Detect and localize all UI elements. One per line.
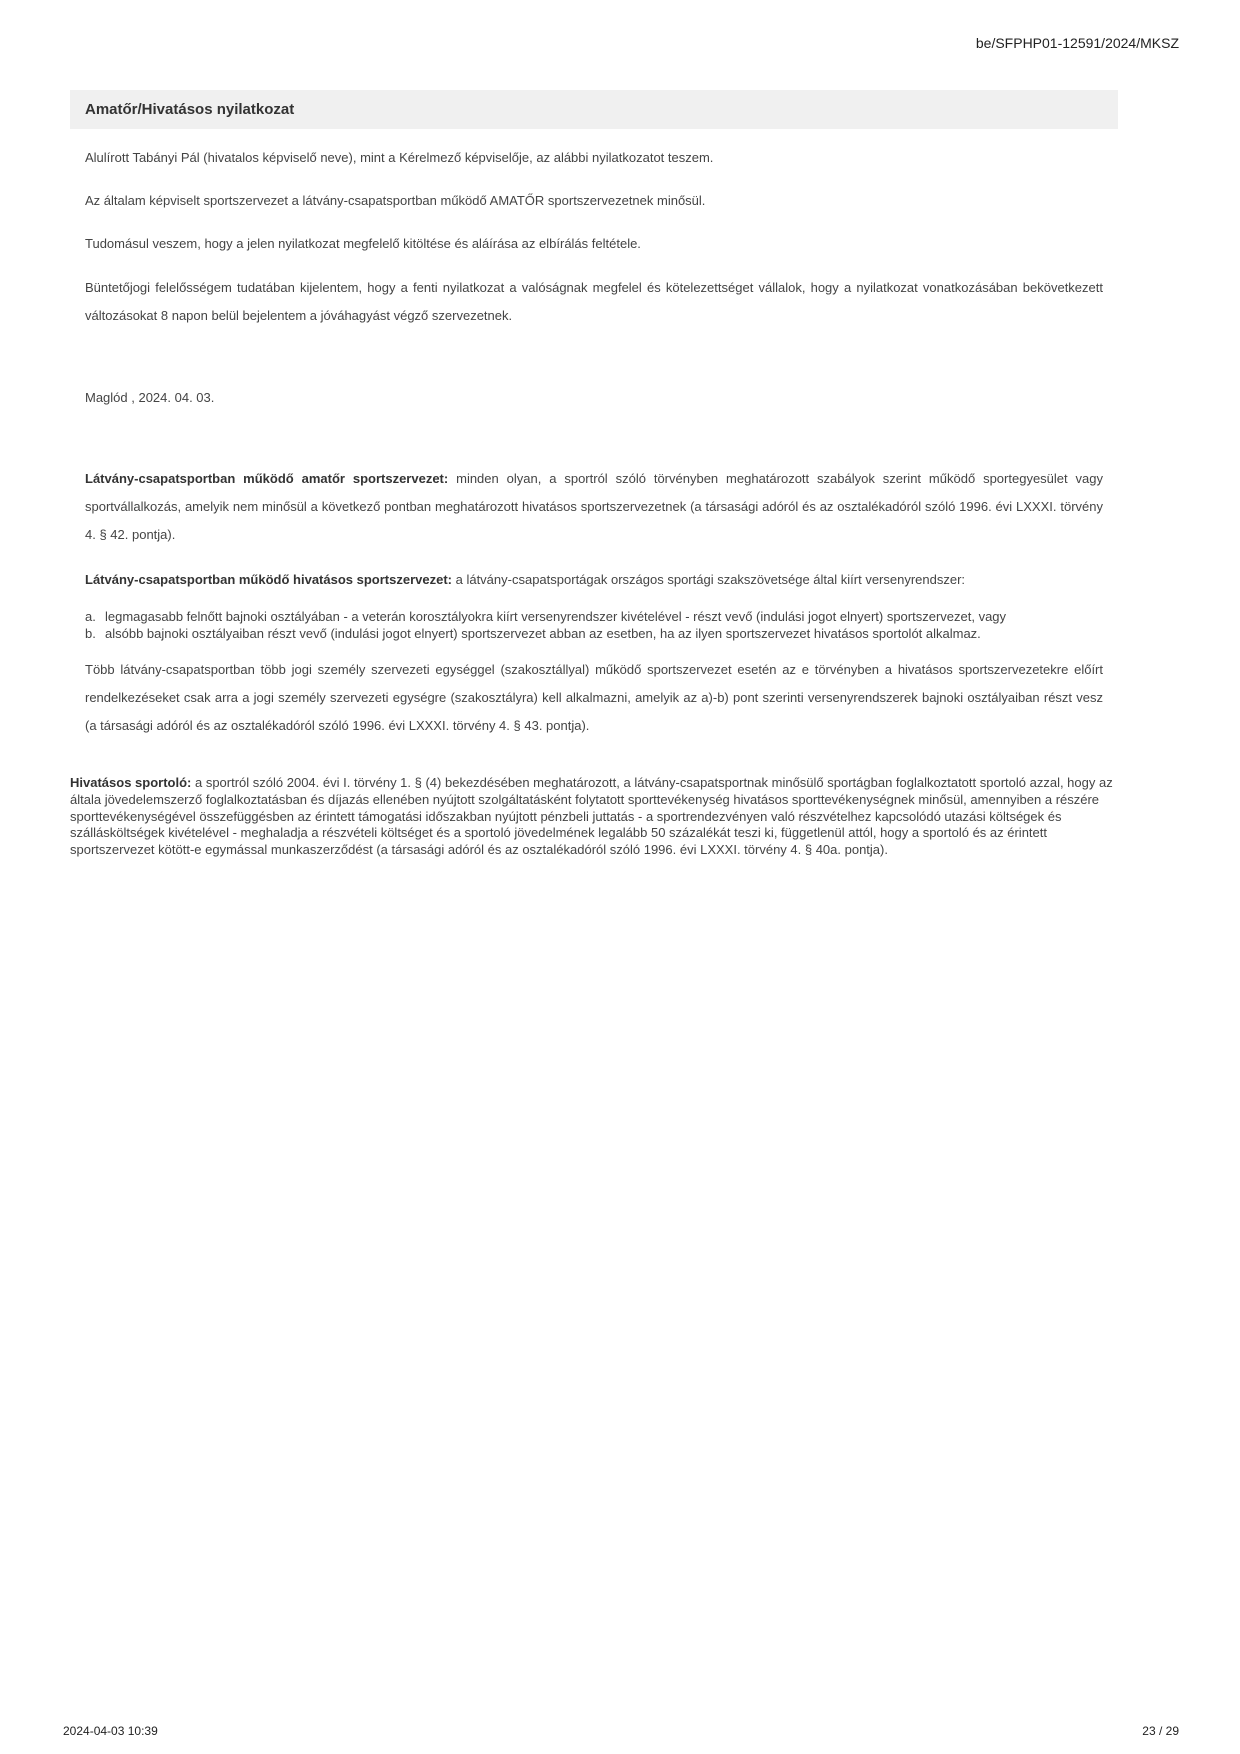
pro-term: Látvány-csapatsportban működő hivatásos sportszervezet: — [85, 572, 452, 587]
pro-athlete-definition — [70, 775, 1130, 859]
list-item-text: alsóbb bajnoki osztályaiban részt vevő (indulási jogot elnyert) sportszervezet abban az esetben, ha az ilyen sportszervezet hivatásos sportolót alkalmaz. — [105, 626, 981, 641]
footer-timestamp: 2024-04-03 10:39 — [63, 1724, 158, 1738]
athlete-term: Hivatásos sportoló: — [70, 775, 192, 790]
pro-criteria-list — [85, 608, 1103, 642]
liability-paragraph: Büntetőjogi felelősségem tudatában kijelentem, hogy a fenti nyilatkozat a valóságnak megfelel és kötelezettséget vállalok, hogy a nyilatkozat vonatkozásában bekövetkezett változásokat 8 napon belül bejelentem a jóváhagyást végző szervezetnek. — [85, 280, 1103, 323]
list-item — [85, 608, 1103, 625]
amateur-text: minden olyan, a sportról szóló törvényben meghatározott szabályok szerint működő sportegyesület vagy sportvállalkozás, amelyik nem minősül a következő pontban meghatározott hivatásos sportszervezetnek (a társasági adóról és az osztalékadóról szóló 1996. évi LXXXI. törvény 4. § 42. pontja). — [85, 471, 1103, 542]
athlete-text: a sportról szóló 2004. évi I. törvény 1. § (4) bekezdésében meghatározott, a látvány-csapatsportnak minősülő sportágban foglalkoztatott sportoló azzal, hogy az általa jövedelemszerző foglalkoztatásban és díjazás ellenében nyújtott szolgáltatásként folytatott sporttevékenység hivatásos sporttevékenységnek minősül, amennyiben a részére sporttevékenységével összefüggésben az érintett támogatási időszakban nyújtott pénzbeli juttatás - a sportrendezvényen való részvételhez kapcsolódó utazási költségek és szállásköltségek kivételével - meghaladja a részvételi költséget és a sportoló jövedelmének legalább 50 százalékát teszi ki, függetlenül attól, hogy a sportoló és az érintett sportszervezet kötött-e egymással munkaszerződést (a társasági adóról és az osztalékadóról szóló 1996. évi LXXXI. törvény 4. § 40a. pontja). — [70, 775, 1113, 858]
amateur-term: Látvány-csapatsportban működő amatőr sportszervezet: — [85, 471, 449, 486]
list-item-text: legmagasabb felnőtt bajnoki osztályában - a veterán korosztályokra kiírt versenyrendszer kivételével - részt vevő (indulási jogot elnyert) sportszervezet, vagy — [105, 609, 1007, 624]
acknowledge-paragraph: Tudomásul veszem, hogy a jelen nyilatkozat megfelelő kitöltése és aláírása az elbírálás feltétele. — [85, 236, 641, 251]
intro-paragraph: Alulírott Tabányi Pál (hivatalos képviselő neve), mint a Kérelmező képviselője, az alábbi nyilatkozatot teszem. — [85, 150, 714, 165]
classification-paragraph: Az általam képviselt sportszervezet a látvány-csapatsportban működő AMATŐR sportszervezetnek minősül. — [85, 193, 706, 208]
section-title: Amatőr/Hivatásos nyilatkozat — [70, 90, 1118, 129]
footer-page-number: 23 / 29 — [1142, 1724, 1179, 1738]
amateur-definition — [85, 465, 1103, 549]
pro-definition — [85, 566, 1103, 594]
declaration-content — [85, 145, 1103, 740]
document-id: be/SFPHP01-12591/2024/MKSZ — [975, 35, 1179, 51]
list-marker: b. — [85, 626, 96, 641]
pro-text: a látvány-csapatsportágak országos sportági szakszövetsége által kiírt versenyrendszer: — [452, 572, 966, 587]
place-date: Maglód , 2024. 04. 03. — [85, 390, 215, 405]
list-marker: a. — [85, 609, 96, 624]
multi-section-paragraph: Több látvány-csapatsportban több jogi személy szervezeti egységgel (szakosztállyal) működő sportszervezet esetén az e törvényben a hivatásos sportszervezetekre előírt rendelkezéseket csak arra a jogi személy szervezeti egységre (szakosztályra) kell alkalmazni, amelyik az a)-b) pont szerinti versenyrendszerek bajnoki osztályaiban részt vesz (a társasági adóról és az osztalékadóról szóló 1996. évi LXXXI. törvény 4. § 43. pontja). — [85, 662, 1103, 733]
list-item — [85, 625, 1103, 642]
